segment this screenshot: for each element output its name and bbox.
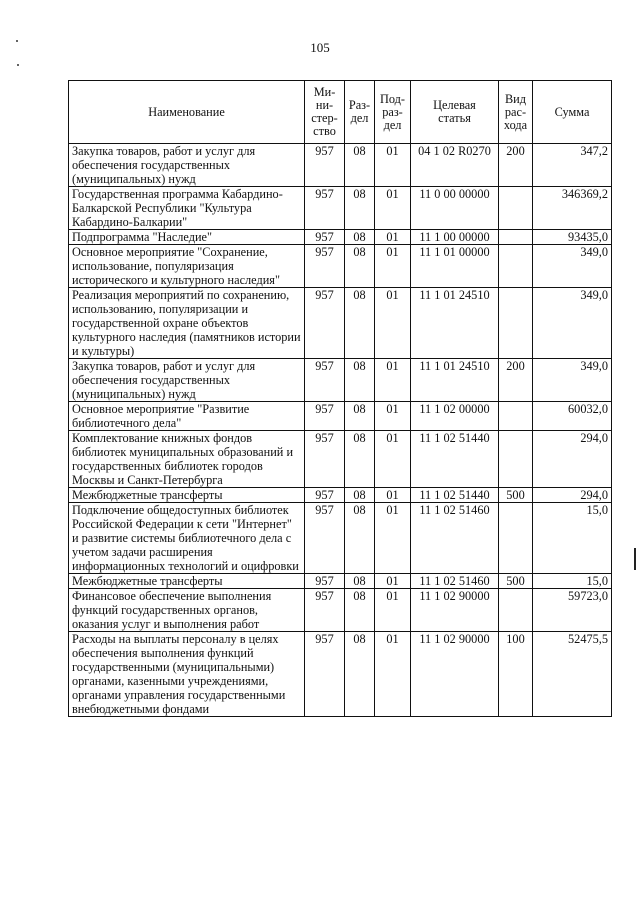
row-amount: 60032,0 (533, 402, 612, 431)
row-ministry: 957 (305, 632, 345, 717)
row-target: 11 0 00 00000 (411, 187, 499, 230)
row-ministry: 957 (305, 245, 345, 288)
row-target: 11 1 02 51460 (411, 574, 499, 589)
row-target: 11 1 01 00000 (411, 245, 499, 288)
row-target: 11 1 02 51460 (411, 503, 499, 574)
row-section: 08 (345, 503, 375, 574)
row-subsection: 01 (375, 359, 411, 402)
row-expense: 500 (499, 488, 533, 503)
row-expense: 200 (499, 144, 533, 187)
row-ministry: 957 (305, 359, 345, 402)
row-subsection: 01 (375, 187, 411, 230)
scan-speck (17, 64, 19, 66)
table-row (69, 431, 612, 488)
row-ministry: 957 (305, 589, 345, 632)
row-expense (499, 503, 533, 574)
row-amount: 349,0 (533, 245, 612, 288)
header-subsection: Под- раз- дел (375, 81, 411, 144)
row-section: 08 (345, 574, 375, 589)
row-ministry: 957 (305, 402, 345, 431)
row-expense: 100 (499, 632, 533, 717)
row-amount: 15,0 (533, 574, 612, 589)
row-section: 08 (345, 402, 375, 431)
scan-edge-mark (634, 548, 636, 570)
row-amount: 349,0 (533, 359, 612, 402)
row-amount: 52475,5 (533, 632, 612, 717)
row-expense: 200 (499, 359, 533, 402)
row-expense (499, 230, 533, 245)
header-target: Целевая статья (411, 81, 499, 144)
row-name: Подключение общедоступных библиотек Российской Федерации к сети "Интернет" и развитие системы библиотечного дела с учетом задачи расширения информационных технологий и оцифровки (69, 503, 305, 574)
page-number: 105 (310, 40, 330, 55)
row-subsection: 01 (375, 488, 411, 503)
row-name: Закупка товаров, работ и услуг для обеспечения государственных (муниципальных) нужд (69, 359, 305, 402)
row-amount: 294,0 (533, 431, 612, 488)
row-target: 11 1 00 00000 (411, 230, 499, 245)
table-row (69, 187, 612, 230)
table-row (69, 503, 612, 574)
row-target: 11 1 02 90000 (411, 632, 499, 717)
row-subsection: 01 (375, 230, 411, 245)
header-amount: Сумма (533, 81, 612, 144)
row-section: 08 (345, 431, 375, 488)
row-subsection: 01 (375, 632, 411, 717)
row-amount: 15,0 (533, 503, 612, 574)
header-expense: Вид рас- хода (499, 81, 533, 144)
row-amount: 347,2 (533, 144, 612, 187)
header-name: Наименование (69, 81, 305, 144)
row-name: Расходы на выплаты персоналу в целях обеспечения выполнения функций государственными (муниципальными) органами, казенными учреждениями, органами управления государственными внебюджетными фондами (69, 632, 305, 717)
row-ministry: 957 (305, 431, 345, 488)
row-section: 08 (345, 632, 375, 717)
row-ministry: 957 (305, 230, 345, 245)
row-target: 04 1 02 R0270 (411, 144, 499, 187)
row-name: Реализация мероприятий по сохранению, использованию, популяризации и государственной охране объектов культурного наследия (памятников истории и культуры) (69, 288, 305, 359)
row-target: 11 1 02 90000 (411, 589, 499, 632)
row-subsection: 01 (375, 503, 411, 574)
row-target: 11 1 02 51440 (411, 431, 499, 488)
row-section: 08 (345, 488, 375, 503)
row-target: 11 1 02 51440 (411, 488, 499, 503)
row-ministry: 957 (305, 187, 345, 230)
row-name: Межбюджетные трансферты (69, 574, 305, 589)
row-expense (499, 402, 533, 431)
row-target: 11 1 01 24510 (411, 288, 499, 359)
row-expense (499, 431, 533, 488)
row-subsection: 01 (375, 574, 411, 589)
row-amount: 346369,2 (533, 187, 612, 230)
row-expense (499, 187, 533, 230)
row-subsection: 01 (375, 589, 411, 632)
row-expense (499, 589, 533, 632)
table-row (69, 230, 612, 245)
row-subsection: 01 (375, 245, 411, 288)
table-header-row (69, 81, 612, 144)
row-target: 11 1 01 24510 (411, 359, 499, 402)
row-section: 08 (345, 288, 375, 359)
row-expense: 500 (499, 574, 533, 589)
row-name: Межбюджетные трансферты (69, 488, 305, 503)
row-expense (499, 288, 533, 359)
table-row (69, 632, 612, 717)
row-name: Финансовое обеспечение выполнения функций государственных органов, оказания услуг и выполнения работ (69, 589, 305, 632)
row-name: Комплектование книжных фондов библиотек муниципальных образований и государственных библиотек городов Москвы и Санкт-Петербурга (69, 431, 305, 488)
row-name: Закупка товаров, работ и услуг для обеспечения государственных (муниципальных) нужд (69, 144, 305, 187)
row-amount: 294,0 (533, 488, 612, 503)
header-ministry: Ми- ни- стер- ство (305, 81, 345, 144)
row-ministry: 957 (305, 144, 345, 187)
table-row (69, 488, 612, 503)
table-row (69, 574, 612, 589)
header-section: Раз- дел (345, 81, 375, 144)
budget-table (68, 80, 612, 717)
row-name: Подпрограмма "Наследие" (69, 230, 305, 245)
table-row (69, 402, 612, 431)
row-name: Государственная программа Кабардино-Балкарской Республики "Культура Кабардино-Балкарии" (69, 187, 305, 230)
row-subsection: 01 (375, 288, 411, 359)
row-subsection: 01 (375, 431, 411, 488)
row-section: 08 (345, 144, 375, 187)
row-section: 08 (345, 187, 375, 230)
row-amount: 59723,0 (533, 589, 612, 632)
row-expense (499, 245, 533, 288)
table-row (69, 245, 612, 288)
row-section: 08 (345, 245, 375, 288)
table-row (69, 359, 612, 402)
table-row (69, 144, 612, 187)
row-subsection: 01 (375, 402, 411, 431)
row-ministry: 957 (305, 488, 345, 503)
row-amount: 93435,0 (533, 230, 612, 245)
row-section: 08 (345, 359, 375, 402)
row-name: Основное мероприятие "Развитие библиотечного дела" (69, 402, 305, 431)
row-ministry: 957 (305, 288, 345, 359)
row-ministry: 957 (305, 503, 345, 574)
table-row (69, 589, 612, 632)
row-name: Основное мероприятие "Сохранение, использование, популяризация исторического и культурного наследия" (69, 245, 305, 288)
row-amount: 349,0 (533, 288, 612, 359)
row-section: 08 (345, 589, 375, 632)
row-subsection: 01 (375, 144, 411, 187)
row-section: 08 (345, 230, 375, 245)
row-ministry: 957 (305, 574, 345, 589)
table-row (69, 288, 612, 359)
row-target: 11 1 02 00000 (411, 402, 499, 431)
